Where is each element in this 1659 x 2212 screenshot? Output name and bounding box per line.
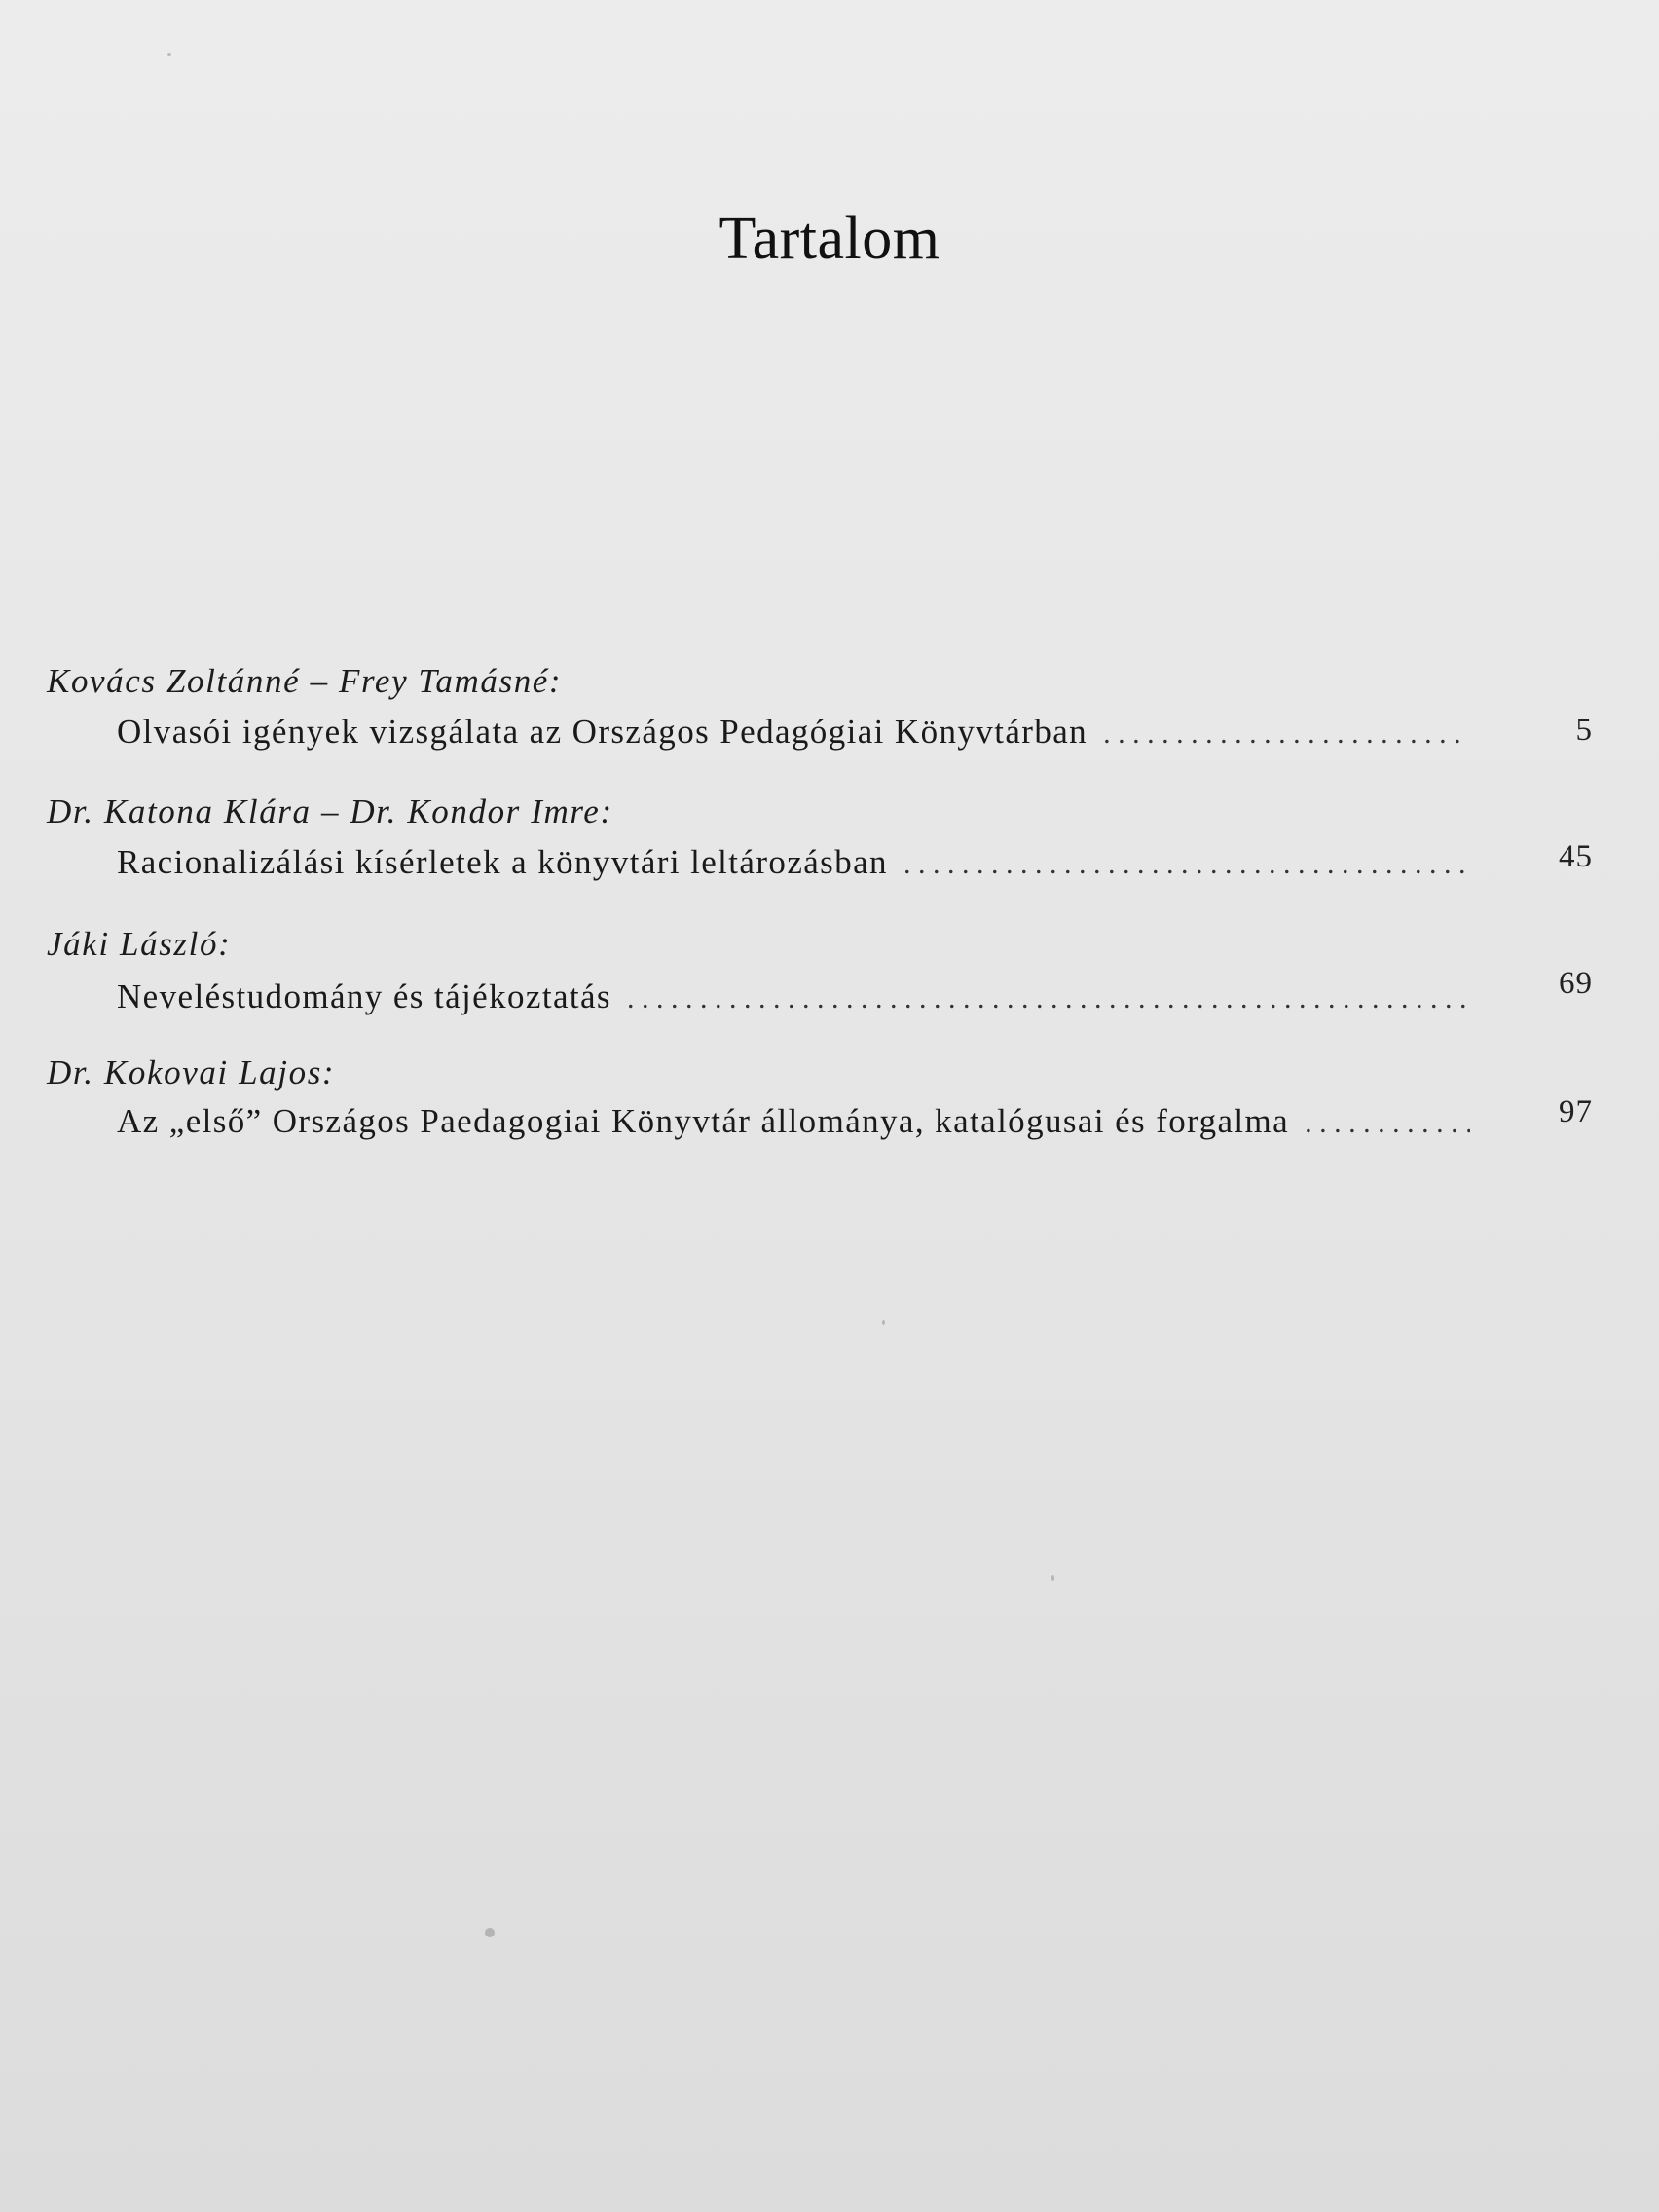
toc-entry-line bbox=[117, 1102, 1480, 1141]
toc-entry-title: Az „első” Országos Paedagogiai Könyvtár állománya, katalógusai és forgalma bbox=[117, 1102, 1290, 1140]
toc-entry-page: 69 bbox=[1559, 966, 1593, 1001]
toc-entry-page: 45 bbox=[1559, 839, 1593, 874]
toc-entry-page: 5 bbox=[1575, 713, 1593, 748]
toc-entry-title: Racionalizálási kísérletek a könyvtári leltározásban bbox=[117, 843, 888, 881]
paper-speck bbox=[1051, 1575, 1054, 1581]
toc-entry-author: Dr. Katona Klára – Dr. Kondor Imre: bbox=[47, 793, 613, 830]
toc-entry-author: Dr. Kokovai Lajos: bbox=[47, 1053, 336, 1091]
toc-entry-author: Kovács Zoltánné – Frey Tamásné: bbox=[47, 662, 563, 700]
paper-speck bbox=[167, 53, 171, 56]
toc-entry-line bbox=[117, 977, 1480, 1016]
toc-entry-title: Olvasói igények vizsgálata az Országos Pedagógiai Könyvtárban bbox=[117, 713, 1088, 751]
dot-leader bbox=[627, 977, 1470, 1016]
dot-leader bbox=[903, 843, 1470, 882]
toc-entry-author: Jáki László: bbox=[47, 925, 232, 963]
toc-entry-line bbox=[117, 713, 1480, 752]
toc-entry-page: 97 bbox=[1559, 1094, 1593, 1129]
toc-entry-line bbox=[117, 843, 1480, 882]
dot-leader bbox=[1103, 713, 1470, 752]
dot-leader bbox=[1305, 1102, 1470, 1141]
paper-speck bbox=[485, 1928, 495, 1937]
page-title: Tartalom bbox=[719, 205, 940, 272]
paper-speck bbox=[882, 1320, 885, 1325]
toc-entry-title: Neveléstudomány és tájékoztatás bbox=[117, 977, 611, 1015]
